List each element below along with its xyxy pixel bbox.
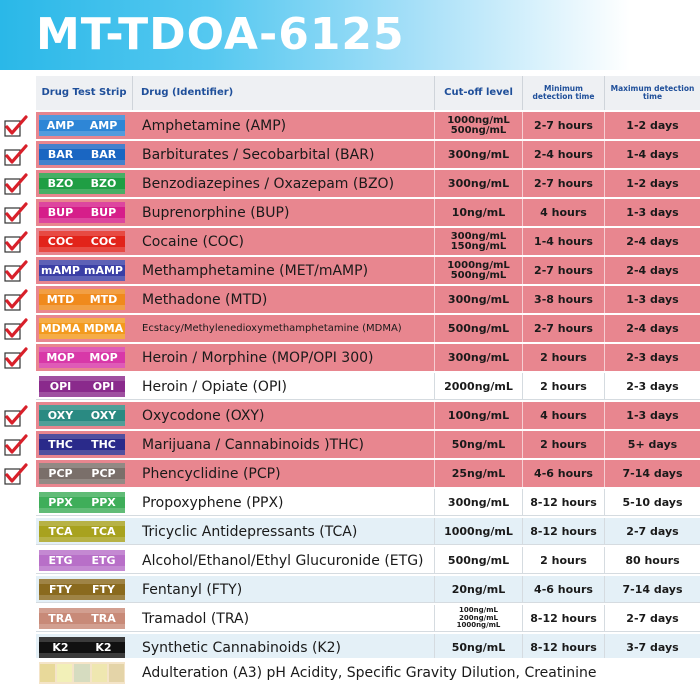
min-detection-time: 8-12 hours (522, 634, 604, 661)
test-strip-coc-icon (39, 231, 125, 252)
test-strip-thc-icon (39, 434, 125, 455)
max-detection-time: 1-3 days (604, 402, 700, 429)
cutoff-value: 50ng/mL (451, 438, 506, 451)
cutoff-value: 300ng/mL (447, 293, 510, 306)
strip-code: AMP (89, 119, 118, 132)
max-detection-time: 5-10 days (604, 489, 700, 516)
table-row (36, 315, 700, 342)
min-detection-time: 2-7 hours (522, 257, 604, 284)
cutoff-value: 500ng/mL (450, 124, 507, 136)
drug-name: Amphetamine (AMP) (142, 117, 287, 134)
max-detection-time: 2-3 days (604, 344, 700, 371)
cutoff-value: 1000ng/mL (444, 525, 513, 538)
strip-code: OPI (92, 380, 115, 393)
checkmark-icon (4, 318, 28, 340)
checkmark-icon (4, 115, 28, 137)
strip-code: BZO (47, 177, 74, 190)
min-detection-time: 1-4 hours (522, 228, 604, 255)
min-detection-time: 2-4 hours (522, 141, 604, 168)
min-detection-time: 8-12 hours (522, 605, 604, 632)
table-row (36, 576, 700, 603)
cutoff-value: 300ng/mL (447, 351, 510, 364)
max-detection-time: 5+ days (604, 431, 700, 458)
strip-code: BUP (47, 206, 74, 219)
header-cutoff: Cut-off level (434, 76, 522, 110)
cutoff-level (434, 460, 522, 487)
cutoff-level (434, 170, 522, 197)
drug-name: Tramadol (TRA) (142, 610, 250, 627)
strip-code: TCA (48, 525, 73, 538)
cutoff-level (434, 634, 522, 661)
header-strip: Drug Test Strip (41, 87, 127, 98)
test-strip-ppx-icon (39, 492, 125, 513)
cutoff-value: 1000ng/mL (447, 114, 510, 126)
drug-name: Ecstacy/Methylenedioxymethamphetamine (MDMA) (142, 323, 402, 334)
max-detection-time: 2-4 days (604, 315, 700, 342)
strip-code: FTY (49, 583, 72, 596)
min-detection-time: 8-12 hours (522, 489, 604, 516)
drug-name: Marijuana / Cannabinoids )THC) (142, 436, 364, 453)
table-row (36, 286, 700, 313)
table-row (36, 518, 700, 545)
checkmark-icon (4, 463, 28, 485)
table-row (36, 344, 700, 371)
max-detection-time: 2-7 days (604, 518, 700, 545)
strip-code: mAMP (84, 264, 123, 277)
strip-code: BAR (90, 148, 117, 161)
max-detection-time: 1-2 days (604, 170, 700, 197)
test-strip-tra-icon (39, 608, 125, 629)
min-detection-time: 4 hours (522, 199, 604, 226)
strip-code: MDMA (40, 322, 81, 335)
strip-code: PPX (91, 496, 116, 509)
table-row (36, 402, 700, 429)
table-row (36, 141, 700, 168)
cutoff-value: 25ng/mL (451, 467, 506, 480)
cutoff-value: 200ng/mL (459, 613, 498, 622)
drug-name: Heroin / Opiate (OPI) (142, 378, 287, 395)
strip-code: FTY (92, 583, 115, 596)
cutoff-value: 100ng/mL (447, 409, 510, 422)
min-detection-time: 4 hours (522, 402, 604, 429)
strip-code: MDMA (83, 322, 124, 335)
cutoff-level (434, 489, 522, 516)
cutoff-value: 300ng/mL (447, 177, 510, 190)
cutoff-level (434, 199, 522, 226)
test-strip-oxy-icon (39, 405, 125, 426)
cutoff-level (434, 141, 522, 168)
table-row (36, 257, 700, 284)
cutoff-level (434, 112, 522, 139)
table-row (36, 547, 700, 574)
strip-code: PPX (48, 496, 73, 509)
strip-code: MTD (46, 293, 75, 306)
test-strip-tca-icon (39, 521, 125, 542)
cutoff-level (434, 431, 522, 458)
strip-code: ETG (91, 554, 116, 567)
adulteration-strip-icon (39, 662, 125, 684)
cutoff-level (434, 402, 522, 429)
min-detection-time: 2 hours (522, 344, 604, 371)
max-detection-time: 1-3 days (604, 199, 700, 226)
min-detection-time: 2 hours (522, 373, 604, 400)
table-row (36, 489, 700, 516)
header-drug: Drug (Identifier) (132, 76, 434, 110)
test-strip-fty-icon (39, 579, 125, 600)
table-row (36, 373, 700, 400)
table-row (36, 228, 700, 255)
checkmark-icon (4, 202, 28, 224)
adulteration-text: Adulteration (A3) pH Acidity, Specific Gravity Dilution, Creatinine (142, 665, 597, 681)
cutoff-value: 10ng/mL (451, 206, 506, 219)
test-strip-etg-icon (39, 550, 125, 571)
max-detection-time: 2-7 days (604, 605, 700, 632)
strip-code: TRA (91, 612, 116, 625)
strip-code: BZO (90, 177, 117, 190)
header-min: Minimum detection time (522, 76, 604, 110)
test-strip-bzo-icon (39, 173, 125, 194)
drug-name: Heroin / Morphine (MOP/OPI 300) (142, 349, 374, 366)
strip-code: ETG (48, 554, 73, 567)
cutoff-value: 20ng/mL (451, 583, 506, 596)
strip-code: BUP (90, 206, 117, 219)
table-row (36, 460, 700, 487)
table-row (36, 199, 700, 226)
strip-code: MOP (89, 351, 118, 364)
min-detection-time: 2 hours (522, 547, 604, 574)
table-row (36, 431, 700, 458)
table-row (36, 170, 700, 197)
checkmark-icon (4, 289, 28, 311)
cutoff-value: 300ng/mL (447, 496, 510, 509)
header-max: Maximum detection time (604, 76, 700, 110)
checkmark-icon (4, 260, 28, 282)
strip-code: TRA (48, 612, 73, 625)
test-strip-mamp-icon (39, 260, 125, 281)
cutoff-value: 50ng/mL (451, 641, 506, 654)
max-detection-time: 2-4 days (604, 257, 700, 284)
test-strip-bup-icon (39, 202, 125, 223)
checkmark-icon (4, 434, 28, 456)
max-detection-time: 7-14 days (604, 576, 700, 603)
min-detection-time: 3-8 hours (522, 286, 604, 313)
min-detection-time: 2-7 hours (522, 170, 604, 197)
min-detection-time: 4-6 hours (522, 576, 604, 603)
cutoff-value: 300ng/mL (450, 230, 507, 242)
test-strip-bar-icon (39, 144, 125, 165)
cutoff-level (434, 605, 522, 632)
drug-name: Barbiturates / Secobarbital (BAR) (142, 146, 375, 163)
max-detection-time: 2-4 days (604, 228, 700, 255)
drug-name: Fentanyl (FTY) (142, 581, 243, 598)
strip-code: AMP (46, 119, 75, 132)
cutoff-value: 300ng/mL (447, 148, 510, 161)
strip-code: TCA (91, 525, 116, 538)
strip-code: PCP (48, 467, 73, 480)
page-title: MT-TDOA-6125 (36, 9, 405, 60)
strip-code: MOP (46, 351, 75, 364)
strip-code: THC (48, 438, 73, 451)
test-strip-k2-icon (39, 637, 125, 658)
strip-code: OPI (49, 380, 72, 393)
max-detection-time: 1-4 days (604, 141, 700, 168)
table-row (36, 605, 700, 632)
strip-code: THC (91, 438, 116, 451)
drug-name: Benzodiazepines / Oxazepam (BZO) (142, 175, 395, 192)
test-strip-opi-icon (39, 376, 125, 397)
test-strip-mdma-icon (39, 318, 125, 339)
cutoff-value: 500ng/mL (450, 269, 507, 281)
strip-code: PCP (91, 467, 116, 480)
cutoff-level (434, 576, 522, 603)
checkmark-icon (4, 405, 28, 427)
test-strip-amp-icon (39, 115, 125, 136)
strip-code: K2 (95, 641, 112, 654)
cutoff-value: 100ng/mL (459, 606, 498, 615)
cutoff-value: 150ng/mL (450, 240, 507, 252)
cutoff-level (434, 373, 522, 400)
min-detection-time: 4-6 hours (522, 460, 604, 487)
cutoff-level (434, 228, 522, 255)
max-detection-time: 80 hours (604, 547, 700, 574)
drug-name: Propoxyphene (PPX) (142, 494, 284, 511)
test-strip-mtd-icon (39, 289, 125, 310)
max-detection-time: 2-3 days (604, 373, 700, 400)
checkmark-icon (4, 173, 28, 195)
cutoff-value: 500ng/mL (447, 322, 510, 335)
cutoff-value: 2000ng/mL (444, 380, 513, 393)
strip-code: OXY (47, 409, 74, 422)
drug-name: Synthetic Cannabinoids (K2) (142, 639, 341, 656)
strip-code: BAR (47, 148, 74, 161)
drug-name: Methadone (MTD) (142, 291, 268, 308)
test-strip-mop-icon (39, 347, 125, 368)
cutoff-value: 1000ng/mL (447, 259, 510, 271)
table-row (36, 112, 700, 139)
max-detection-time: 7-14 days (604, 460, 700, 487)
min-detection-time: 2 hours (522, 431, 604, 458)
max-detection-time: 3-7 days (604, 634, 700, 661)
drug-name: Methamphetamine (MET/mAMP) (142, 262, 369, 279)
checkmark-icon (4, 347, 28, 369)
max-detection-time: 1-2 days (604, 112, 700, 139)
table-row (36, 634, 700, 661)
table-header (36, 76, 700, 110)
test-strip-pcp-icon (39, 463, 125, 484)
max-detection-time: 1-3 days (604, 286, 700, 313)
checkmark-icon (4, 144, 28, 166)
cutoff-level (434, 257, 522, 284)
strip-code: MTD (89, 293, 118, 306)
strip-code: COC (47, 235, 74, 248)
drug-name: Tricyclic Antidepressants (TCA) (142, 523, 358, 540)
cutoff-value: 500ng/mL (447, 554, 510, 567)
drug-name: Cocaine (COC) (142, 233, 244, 250)
checkmark-icon (4, 231, 28, 253)
cutoff-value: 1000ng/mL (456, 621, 501, 630)
cutoff-level (434, 344, 522, 371)
strip-code: COC (90, 235, 117, 248)
drug-name: Alcohol/Ethanol/Ethyl Glucuronide (ETG) (142, 552, 424, 569)
min-detection-time: 2-7 hours (522, 112, 604, 139)
cutoff-level (434, 315, 522, 342)
min-detection-time: 8-12 hours (522, 518, 604, 545)
cutoff-level (434, 547, 522, 574)
strip-code: mAMP (41, 264, 80, 277)
cutoff-level (434, 518, 522, 545)
strip-code: K2 (52, 641, 69, 654)
min-detection-time: 2-7 hours (522, 315, 604, 342)
cutoff-level (434, 286, 522, 313)
drug-name: Oxycodone (OXY) (142, 407, 265, 424)
drug-name: Phencyclidine (PCP) (142, 465, 281, 482)
drug-name: Buprenorphine (BUP) (142, 204, 290, 221)
title-banner (0, 0, 700, 70)
adulteration-row (36, 658, 700, 688)
strip-code: OXY (90, 409, 117, 422)
